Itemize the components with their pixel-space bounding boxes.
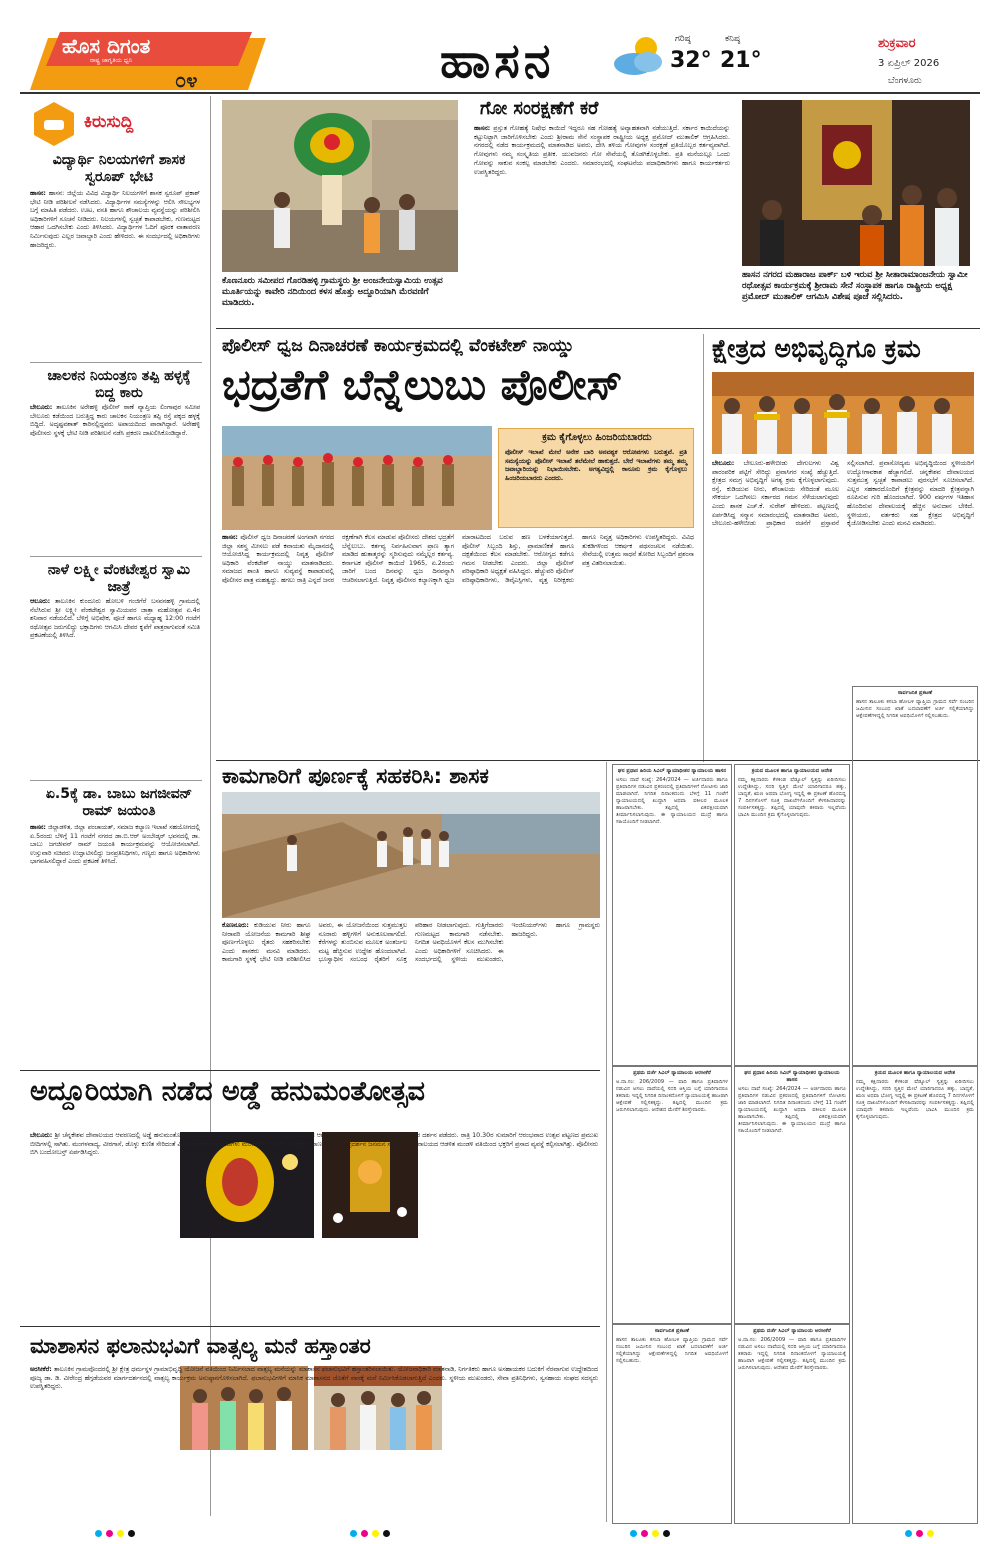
rule xyxy=(216,328,980,329)
police-body: ಹಾಸನ: ಪೊಲೀಸ್ ಧ್ವಜ ದಿನಾಚರಣೆ ಅಂಗವಾಗಿ ನಗರದ ಜಿಲ್ಲಾ ಸಶಸ್ತ್ರ ಮೀಸಲು ಪಡೆ ಕವಾಯತು ಮೈದಾನದಲ್ಲಿ ಆಯೋಜಿಸಿದ್ದ ಕಾರ್ಯಕ್ರಮದಲ್ಲಿ ನಿವೃತ್ತ ಪೊಲೀಸ್ ಅಧಿಕಾರಿ ವೆಂಕಟೇಶ್ ನಾಯ್ಡು ಮಾತನಾಡಿದರು. ಸಮಾಜದ ಶಾಂತಿ ಹಾಗೂ ಸುವ್ಯವಸ್ಥೆ ಕಾಪಾಡುವಲ್ಲಿ ಪೊಲೀಸರ ಪಾತ್ರ ಮಹತ್ವದ್ದು. ಹಗಲು ರಾತ್ರಿ ಎನ್ನದೆ ಜನರ ರಕ್ಷಣೆಗಾಗಿ ಕೆಲಸ ಮಾಡುವ ಪೊಲೀಸರು ದೇಶದ ಭದ್ರತೆಗೆ ಬೆನ್ನೆಲುಬು. ಕರ್ತವ್ಯ ನಿರ್ವಹಿಸುವಾಗ ಪ್ರಾಣ ತ್ಯಾಗ ಮಾಡಿದ ಹುತಾತ್ಮರನ್ನು ಸ್ಮರಿಸುವುದು ನಮ್ಮೆಲ್ಲರ ಕರ್ತವ್ಯ. ಕರ್ನಾಟಕ ಪೊಲೀಸ್ ಕಾಯಿದೆ 1965, ಏ.2ರಂದು ಜಾರಿಗೆ ಬಂದ ದಿನವನ್ನು ಧ್ವಜ ದಿನವನ್ನಾಗಿ ಆಚರಿಸಲಾಗುತ್ತಿದೆ. ನಿವೃತ್ತ ಪೊಲೀಸರ ಕಲ್ಯಾಣಕ್ಕಾಗಿ ಧ್ವಜ ಮಾರಾಟದಿಂದ ಬರುವ ಹಣ ಬಳಕೆಯಾಗುತ್ತದೆ. ಪೊಲೀಸ್ ಸಿಬ್ಬಂದಿ ಶಿಸ್ತು, ಪ್ರಾಮಾಣಿಕತೆ ಹಾಗೂ ದಕ್ಷತೆಯಿಂದ ಕೆಲಸ ಮಾಡಬೇಕು. ಆರೋಗ್ಯದ ಕಡೆಗೂ ಗಮನ ನೀಡಬೇಕು ಎಂದರು. ಜಿಲ್ಲಾ ಪೊಲೀಸ್ ವರಿಷ್ಠಾಧಿಕಾರಿ ಅಧ್ಯಕ್ಷತೆ ವಹಿಸಿದ್ದರು. ಹೆಚ್ಚುವರಿ ಪೊಲೀಸ್ ವರಿಷ್ಠಾಧಿಕಾರಿಗಳು, ಡಿವೈಎಸ್ಪಿಗಳು, ವೃತ್ತ ನಿರೀಕ್ಷಕರು ಹಾಗೂ ನಿವೃತ್ತ ಅಧಿಕಾರಿಗಳು ಉಪಸ್ಥಿತರಿದ್ದರು. ವಿವಿಧ ತುಕಡಿಗಳಿಂದ ಆಕರ್ಷಕ ಪಥಸಂಚಲನ ನಡೆಯಿತು. ಸೇವೆಯಲ್ಲಿ ಉತ್ತಮ ಸಾಧನೆ ತೋರಿದ ಸಿಬ್ಬಂದಿಗೆ ಪ್ರಶಂಸಾ ಪತ್ರ ವಿತರಿಸಲಾಯಿತು. xyxy=(222,534,694,584)
police-parade-photo-image xyxy=(222,426,492,530)
kiru-suddi-label: ಕಿರುಸುದ್ದಿ xyxy=(84,112,134,132)
legal-notice-text: ಅಸಲು ದಾವೆ ಸಂಖ್ಯೆ: 264/2024 — ಅರ್ಜಿದಾರರು ಹಾಗೂ ಪ್ರತಿವಾದಿಗಳ ನಡುವಿನ ಪ್ರಕರಣದಲ್ಲಿ ಪ್ರತಿವಾದಿಗಳಿಗೆ ನೋಟೀಸು ಜಾರಿ ಮಾಡಲಾಗಿದೆ. ನಿಗದಿತ ದಿನಾಂಕದಂದು ಬೆಳಿಗ್ಗೆ 11 ಗಂಟೆಗೆ ನ್ಯಾಯಾಲಯದಲ್ಲಿ ಖುದ್ದಾಗಿ ಅಥವಾ ವಕೀಲರ ಮೂಲಕ ಹಾಜರಾಗಬೇಕು. ತಪ್ಪಿದಲ್ಲಿ ಏಕಪಕ್ಷೀಯವಾಗಿ ತೀರ್ಮಾನಿಸಲಾಗುವುದು. ಈ ನ್ಯಾಯಾಲಯದ ಮುದ್ರೆ ಹಾಗೂ ಸಹಿಯೊಂದಿಗೆ ನೀಡಲಾಗಿದೆ. xyxy=(738,1086,846,1134)
max-temp: 32° xyxy=(670,48,712,73)
weather-cloud-icon xyxy=(608,32,668,80)
procession-photo-image xyxy=(222,100,458,272)
kshetra-body: ಬೇಲೂರು: ಬೇಲೂರು-ಹಳೇಬೀಡು ದೇಗುಲಗಳು ವಿಶ್ವ ಪಾರಂಪರಿಕ ಪಟ್ಟಿಗೆ ಸೇರಿದ್ದು ಪ್ರವಾಸಿಗರ ಸಂಖ್ಯೆ ಹೆಚ್ಚುತ್ತಿದೆ. ಕ್ಷೇತ್ರದ ಸಮಗ್ರ ಅಭಿವೃದ್ಧಿಗೆ ಅಗತ್ಯ ಕ್ರಮ ಕೈಗೊಳ್ಳಲಾಗುವುದು. ರಸ್ತೆ, ಕುಡಿಯುವ ನೀರು, ಶೌಚಾಲಯ ಸೇರಿದಂತೆ ಮೂಲ ಸೌಕರ್ಯ ಒದಗಿಸಲು ಸರ್ಕಾರದ ಗಮನ ಸೆಳೆಯಲಾಗುವುದು ಎಂದು ಶಾಸಕ ಎಚ್.ಕೆ. ಸುರೇಶ್ ಹೇಳಿದರು. ಪಟ್ಟಣದಲ್ಲಿ ಏರ್ಪಡಿಸಿದ್ದ ಸನ್ಮಾನ ಸಮಾರಂಭದಲ್ಲಿ ಮಾತನಾಡಿದ ಅವರು, ಬೇಲೂರು-ಹಳೇಬೀಡು ಪ್ರಾಧಿಕಾರ ರಚನೆಗೆ ಪ್ರಸ್ತಾವನೆ ಸಲ್ಲಿಸಲಾಗಿದೆ. ಪ್ರವಾಸೋದ್ಯಮ ಅಭಿವೃದ್ಧಿಯಿಂದ ಸ್ಥಳೀಯರಿಗೆ ಉದ್ಯೋಗಾವಕಾಶ ಹೆಚ್ಚಾಗಲಿದೆ. ಚನ್ನಕೇಶವ ದೇವಾಲಯದ ಸುತ್ತಮುತ್ತ ಸ್ವಚ್ಛತೆ ಕಾಪಾಡಲು ಪುರಸಭೆಗೆ ಸೂಚಿಸಲಾಗಿದೆ. ಎಲ್ಲರ ಸಹಕಾರದೊಂದಿಗೆ ಕ್ಷೇತ್ರವನ್ನು ಮಾದರಿ ಕ್ಷೇತ್ರವನ್ನಾಗಿ ರೂಪಿಸುವ ಗುರಿ ಹೊಂದಲಾಗಿದೆ. 900 ವರ್ಷಗಳ ಇತಿಹಾಸ ಹೊಂದಿರುವ ದೇವಾಲಯಕ್ಕೆ ಹೆಚ್ಚಿನ ಅನುದಾನ ಬೇಕಿದೆ. ಸ್ಥಳೀಯರು, ವರ್ತಕರು ಸಹ ಕ್ಷೇತ್ರದ ಅಭಿವೃದ್ಧಿಗೆ ಕೈಜೋಡಿಸಬೇಕು ಎಂದು ಮನವಿ ಮಾಡಿದರು. xyxy=(712,460,974,528)
procession-photo xyxy=(222,100,458,272)
registration-marks-center xyxy=(350,1522,390,1541)
felicitation-photo-image xyxy=(712,372,974,454)
legal-notice-3 xyxy=(852,686,978,1066)
gow-body: ಹಾಸನ: ಪ್ರಸ್ತುತ ಗೋಹತ್ಯೆ ನಿಷೇಧ ಕಾಯಿದೆ ಇದ್ದರೂ ಸಹ ಗೋಹತ್ಯೆ ಅವ್ಯಾಹತವಾಗಿ ನಡೆಯುತ್ತಿದೆ. ಸರ್ಕಾರ ಕಾಯಿದೆಯನ್ನು ಕಟ್ಟುನಿಟ್ಟಾಗಿ ಜಾರಿಗೊಳಿಸಬೇಕು ಎಂದು ಶ್ರೀರಾಮ ಸೇನೆ ಸಂಸ್ಥಾಪಕ ರಾಷ್ಟ್ರೀಯ ಅಧ್ಯಕ್ಷ ಪ್ರಮೋದ್ ಮುತಾಲಿಕ್ ಆಗ್ರಹಿಸಿದರು. ನಗರದಲ್ಲಿ ನಡೆದ ಕಾರ್ಯಕ್ರಮದಲ್ಲಿ ಮಾತನಾಡಿದ ಅವರು, ದೇಸಿ ತಳಿಯ ಗೋವುಗಳ ಸಂರಕ್ಷಣೆ ಪ್ರತಿಯೊಬ್ಬರ ಕರ್ತವ್ಯವಾಗಿದೆ. ಗೋವುಗಳು ನಮ್ಮ ಸಂಸ್ಕೃತಿಯ ಪ್ರತೀಕ. ಯುವಜನರು ಗೋ ಸೇವೆಯಲ್ಲಿ ತೊಡಗಿಕೊಳ್ಳಬೇಕು. ಪ್ರತಿ ಮನೆಯಲ್ಲೂ ಒಂದು ಗೋವನ್ನು ಸಾಕುವ ಸಂಕಲ್ಪ ಮಾಡಬೇಕು ಎಂದರು. ಸಮಾರಂಭದಲ್ಲಿ ಸಂಘಟನೆಯ ಪದಾಧಿಕಾರಿಗಳು ಹಾಗೂ ಕಾರ್ಯಕರ್ತರು ಉಪಸ್ಥಿತರಿದ್ದರು. xyxy=(474,124,730,176)
kiru-suddi-banner xyxy=(30,100,190,148)
legal-notice-text: ಅ.ದಾ.ಸಂ: 206/2009 — ವಾದಿ ಹಾಗೂ ಪ್ರತಿವಾದಿಗಳ ನಡುವಿನ ಅಸಲು ದಾವೆಯಲ್ಲಿ ಸದರಿ ಆಸ್ತಿಯ ಬಗ್ಗೆ ಯಾರಿಗಾದರೂ ತಕರಾರು ಇದ್ದಲ್ಲಿ ನಿಗದಿತ ದಿನಾಂಕದೊಳಗೆ ನ್ಯಾಯಾಲಯಕ್ಕೆ ಹಾಜರಾಗಿ ಆಕ್ಷೇಪಣೆ ಸಲ್ಲಿಸತಕ್ಕದ್ದು. ತಪ್ಪಿದಲ್ಲಿ ಮುಂದಿನ ಕ್ರಮ ಜರುಗಿಸಲಾಗುವುದು. ಆದೇಶದ ಮೇರೆಗೆ ಶಿರಸ್ತೇದಾರರು. xyxy=(738,1337,846,1371)
legal-notice-5 xyxy=(734,1066,850,1324)
brief-car-title: ಚಾಲಕನ ನಿಯಂತ್ರಣ ತಪ್ಪಿ ಹಳ್ಳಕ್ಕೆ ಬಿದ್ದ ಕಾರು xyxy=(47,368,191,401)
rule xyxy=(30,780,202,781)
legal-notice-title: ಪ್ರಥಮ ದರ್ಜೆ ಸಿವಿಲ್ ನ್ಯಾಯಾಲಯ ಅರಸೀಕೆರೆ xyxy=(753,1328,831,1334)
legal-notice-title: ಸಾರ್ವಜನಿಕ ಪ್ರಕಟಣೆ xyxy=(654,1328,690,1334)
legal-notice-8 xyxy=(734,1324,850,1524)
legal-notice-text: ನಮ್ಮ ಕಕ್ಷಿದಾರರು ಕೆಳಕಂಡ ಷೆಡ್ಯೂಲ್ ಸ್ವತ್ತನ್ನು ಖರೀದಿಸಲು ಉದ್ದೇಶಿಸಿದ್ದು, ಸದರಿ ಸ್ವತ್ತಿನ ಮೇಲೆ ಯಾರಿಗಾದರೂ ಹಕ್ಕು, ಬಾಧ್ಯತೆ, ಋಣ ಅಥವಾ ಭೋಗ್ಯ ಇದ್ದಲ್ಲಿ ಈ ಪ್ರಕಟಣೆ ಹೊರಬಿದ್ದ 7 ದಿನಗಳೊಳಗೆ ಸೂಕ್ತ ದಾಖಲೆಗಳೊಂದಿಗೆ ಕೆಳಸಹಿದಾರರನ್ನು ಸಂಪರ್ಕಿಸತಕ್ಕದ್ದು. ತಪ್ಪಿದಲ್ಲಿ ಯಾವುದೇ ತಕರಾರು ಇಲ್ಲವೆಂದು ಭಾವಿಸಿ ಮುಂದಿನ ಕ್ರಮ ಕೈಗೊಳ್ಳಲಾಗುವುದು. xyxy=(738,777,846,818)
legal-notice-1 xyxy=(612,764,732,1066)
legal-notice-text: ಹಾಸನ ತಾಲೂಕು ಕಸಬಾ ಹೋಬಳಿ ವ್ಯಾಪ್ತಿಯ ಗ್ರಾಮದ ಸರ್ವೆ ನಂಬರಿನ ಜಮೀನಿನ ಸಂಬಂಧ ಖಾತೆ ಬದಲಾವಣೆಗೆ ಅರ್ಜಿ ಸಲ್ಲಿಕೆಯಾಗಿದ್ದು ಆಕ್ಷೇಪಣೆಗಳಿದ್ದಲ್ಲಿ ನಿಗದಿತ ಅವಧಿಯೊಳಗೆ ಸಲ್ಲಿಸಬಹುದು. xyxy=(616,1337,728,1364)
legal-notice-4 xyxy=(612,1066,732,1324)
legal-notice-text: ಹಾಸನ ತಾಲೂಕು ಕಸಬಾ ಹೋಬಳಿ ವ್ಯಾಪ್ತಿಯ ಗ್ರಾಮದ ಸರ್ವೆ ನಂಬರಿನ ಜಮೀನಿನ ಸಂಬಂಧ ಖಾತೆ ಬದಲಾವಣೆಗೆ ಅರ್ಜಿ ಸಲ್ಲಿಕೆಯಾಗಿದ್ದು ಆಕ್ಷೇಪಣೆಗಳಿದ್ದಲ್ಲಿ ನಿಗದಿತ ಅವಧಿಯೊಳಗೆ ಸಲ್ಲಿಸಬಹುದು. xyxy=(856,699,974,719)
registration-marks-far-right xyxy=(905,1522,934,1541)
legal-notice-text: ನಮ್ಮ ಕಕ್ಷಿದಾರರು ಕೆಳಕಂಡ ಷೆಡ್ಯೂಲ್ ಸ್ವತ್ತನ್ನು ಖರೀದಿಸಲು ಉದ್ದೇಶಿಸಿದ್ದು, ಸದರಿ ಸ್ವತ್ತಿನ ಮೇಲೆ ಯಾರಿಗಾದರೂ ಹಕ್ಕು, ಬಾಧ್ಯತೆ, ಋಣ ಅಥವಾ ಭೋಗ್ಯ ಇದ್ದಲ್ಲಿ ಈ ಪ್ರಕಟಣೆ ಹೊರಬಿದ್ದ 7 ದಿನಗಳೊಳಗೆ ಸೂಕ್ತ ದಾಖಲೆಗಳೊಂದಿಗೆ ಕೆಳಸಹಿದಾರರನ್ನು ಸಂಪರ್ಕಿಸತಕ್ಕದ್ದು. ತಪ್ಪಿದಲ್ಲಿ ಯಾವುದೇ ತಕರಾರು ಇಲ್ಲವೆಂದು ಭಾವಿಸಿ ಮುಂದಿನ ಕ್ರಮ ಕೈಗೊಳ್ಳಲಾಗುವುದು. xyxy=(856,1079,974,1120)
legal-notice-7 xyxy=(612,1324,732,1524)
brief-jayanti-body: ಹಾಸನ: ಜಿಲ್ಲಾಡಳಿತ, ಜಿಲ್ಲಾ ಪಂಚಾಯತ್, ಸಮಾಜ ಕಲ್ಯಾಣ ಇಲಾಖೆ ಸಹಯೋಗದಲ್ಲಿ ಏ.5ರಂದು ಬೆಳಿಗ್ಗೆ 11 ಗಂಟೆಗೆ ನಗರದ ಡಾ.ಬಿ.ಆರ್ ಅಂಬೇಡ್ಕರ್ ಭವನದಲ್ಲಿ ಡಾ. ಬಾಬು ಜಗಜೀವನ್ ರಾಮ್ ಜಯಂತಿ ಕಾರ್ಯಕ್ರಮವನ್ನು ಆಯೋಜಿಸಲಾಗಿದೆ. ಉಸ್ತುವಾರಿ ಸಚಿವರು ಉದ್ಘಾಟಿಸಲಿದ್ದು ಜನಪ್ರತಿನಿಧಿಗಳು, ಗಣ್ಯರು ಹಾಗೂ ಅಧಿಕಾರಿಗಳು ಭಾಗವಹಿಸಲಿದ್ದಾರೆ ಎಂದು ಪ್ರಕಟಣೆ ತಿಳಿಸಿದೆ. xyxy=(30,824,200,866)
rule xyxy=(20,1070,600,1071)
rule xyxy=(20,1326,600,1327)
registration-marks-right xyxy=(630,1522,670,1541)
issue-date: 3 ಏಪ್ರಿಲ್ 2026 xyxy=(878,58,940,69)
brief-hostel-body: ಹಾಸನ: ಹಾಸನ: ಜಿಲ್ಲೆಯ ವಿವಿಧ ವಿದ್ಯಾರ್ಥಿ ನಿಲಯಗಳಿಗೆ ಶಾಸಕ ಸ್ವರೂಪ್ ಪ್ರಕಾಶ್ ಭೇಟಿ ನೀಡಿ ಪರಿಶೀಲನೆ ನಡೆಸಿದರು. ವಿದ್ಯಾರ್ಥಿಗಳ ಸಮಸ್ಯೆಗಳನ್ನು ಆಲಿಸಿ ಸೌಲಭ್ಯಗಳ ಬಗ್ಗೆ ಮಾಹಿತಿ ಪಡೆದರು. ಊಟ, ವಸತಿ ಹಾಗೂ ಶೌಚಾಲಯ ವ್ಯವಸ್ಥೆಯನ್ನು ಪರಿಶೀಲಿಸಿ ಅಧಿಕಾರಿಗಳಿಗೆ ಸೂಚನೆ ನೀಡಿದರು. ನಿಲಯಗಳಲ್ಲಿ ಸ್ವಚ್ಛತೆ ಕಾಪಾಡಬೇಕು, ಗುಣಮಟ್ಟದ ಆಹಾರ ಒದಗಿಸಬೇಕು ಎಂದು ತಿಳಿಸಿದರು. ವಿದ್ಯಾರ್ಥಿಗಳ ಓದಿಗೆ ಪೂರಕ ವಾತಾವರಣ ನಿರ್ಮಿಸುವುದು ಎಲ್ಲರ ಜವಾಬ್ದಾರಿ ಎಂದು ಹೇಳಿದರು. ಈ ಸಂದರ್ಭದಲ್ಲಿ ಅಧಿಕಾರಿಗಳು ಹಾಜರಿದ್ದರು. xyxy=(30,190,200,249)
legal-notice-text: ಅಸಲು ದಾವೆ ಸಂಖ್ಯೆ: 264/2024 — ಅರ್ಜಿದಾರರು ಹಾಗೂ ಪ್ರತಿವಾದಿಗಳ ನಡುವಿನ ಪ್ರಕರಣದಲ್ಲಿ ಪ್ರತಿವಾದಿಗಳಿಗೆ ನೋಟೀಸು ಜಾರಿ ಮಾಡಲಾಗಿದೆ. ನಿಗದಿತ ದಿನಾಂಕದಂದು ಬೆಳಿಗ್ಗೆ 11 ಗಂಟೆಗೆ ನ್ಯಾಯಾಲಯದಲ್ಲಿ ಖುದ್ದಾಗಿ ಅಥವಾ ವಕೀಲರ ಮೂಲಕ ಹಾಜರಾಗಬೇಕು. ತಪ್ಪಿದಲ್ಲಿ ಏಕಪಕ್ಷೀಯವಾಗಿ ತೀರ್ಮಾನಿಸಲಾಗುವುದು. ಈ ನ್ಯಾಯಾಲಯದ ಮುದ್ರೆ ಹಾಗೂ ಸಹಿಯೊಂದಿಗೆ ನೀಡಲಾಗಿದೆ. xyxy=(616,777,728,825)
masthead xyxy=(0,0,1000,92)
max-temp-label: ಗರಿಷ್ಠ xyxy=(675,34,691,44)
police-kicker: ಪೊಲೀಸ್ ಧ್ವಜ ದಿನಾಚರಣೆ ಕಾರ್ಯಕ್ರಮದಲ್ಲಿ ವೆಂಕಟೇಶ್ ನಾಯ್ಡು xyxy=(222,336,575,356)
vatsalya-headline: ಮಾಶಾಸನ ಫಲಾನುಭವಿಗೆ ವಾತ್ಸಲ್ಯ ಮನೆ ಹಸ್ತಾಂತರ xyxy=(30,1334,371,1358)
brief-hostel-title: ವಿದ್ಯಾರ್ಥಿ ನಿಲಯಗಳಿಗೆ ಶಾಸಕ ಸ್ವರೂಪ್ ಭೇಟಿ xyxy=(52,152,186,185)
paper-name: ಹೊಸ ದಿಗಂತ xyxy=(62,34,151,58)
paper-tagline: ರಾಷ್ಟ್ರ ಜಾಗೃತಿಯ ಧ್ವನಿ xyxy=(90,57,133,64)
legal-notice-2 xyxy=(734,764,850,1066)
police-callout-text: ಪೊಲೀಸ್ ಇಲಾಖೆ ಮೇಲೆ ಅನೇಕ ಬಾರಿ ಅನವಶ್ಯಕ ಆರೋಪಗಳು ಬರುತ್ತವೆ. ಪ್ರತಿ ಸಮಸ್ಯೆಯನ್ನು ಪೊಲೀಸ್ ಇಲಾಖೆ ತಲೆಮೇಲೆ ಹಾಕುತ್ತದೆ. ಬೇರೆ ಇಲಾಖೆಗಳು ತಮ್ಮ ತಮ್ಮ ಜವಾಬ್ದಾರಿಯನ್ನು ನಿಭಾಯಿಸಬೇಕು. ಅಗತ್ಯವಿದ್ದಲ್ಲಿ ಕಾನೂನು ಕ್ರಮ ಕೈಗೊಳ್ಳಲು ಹಿಂಜರಿಯಬಾರದು ಎಂದರು. xyxy=(505,449,687,482)
legal-notice-title: ಕ್ರಯದ ಮೂಲಕ ಹಾಗೂ ನ್ಯಾಯಾಲಯದ ಆದೇಶ xyxy=(751,768,833,774)
procession-caption: ಕೊಣನೂರು ಸಮೀಪದ ಗೊರಡಿಹಳ್ಳಿ ಗ್ರಾಮಸ್ಥರು ಶ್ರೀ ಅಂಜನೇಯಸ್ವಾಮಿಯ ಉತ್ಸವ ಮೂರ್ತಿಯನ್ನು ಕಾವೇರಿ ನದಿಯಿಂದ ಕಳಸ ಹೊತ್ತು ಅದ್ದೂರಿಯಾಗಿ ಮೆರವಣಿಗೆ ಮಾಡಿದರು. xyxy=(222,276,443,308)
legal-notice-title: ಕ್ರಯದ ಮೂಲಕ ಹಾಗೂ ನ್ಯಾಯಾಲಯದ ಆದೇಶ xyxy=(874,1070,956,1076)
rathotsava-caption: ಹಾಸನ ನಗರದ ಮಹಾರಾಜ ಪಾರ್ಕ್ ಬಳಿ ಇರುವ ಶ್ರೀ ಸೀತಾರಾಮಾಂಜನೇಯ ಸ್ವಾಮೀ ರಥೋತ್ಸವ ಕಾರ್ಯಕ್ರಮಕ್ಕೆ ಶ್ರೀರಾಮ ಸೇನೆ ಸಂಸ್ಥಾಪಕ ಹಾಗೂ ರಾಷ್ಟ್ರೀಯ ಅಧ್ಯಕ್ಷ ಪ್ರಮೋದ್ ಮುತಾಲಿಕ್ ಆಗಮಿಸಿ ವಿಶೇಷ ಪೂಜೆ ಸಲ್ಲಿಸಿದರು. xyxy=(742,270,968,302)
felicitation-photo xyxy=(712,372,974,454)
legal-notice-title: ಸಾರ್ವಜನಿಕ ಪ್ರಕಟಣೆ xyxy=(897,690,933,696)
legal-notice-6 xyxy=(852,1066,978,1524)
police-callout-box xyxy=(498,428,694,528)
issue-day: ಶುಕ್ರವಾರ xyxy=(878,36,916,51)
hanuman-headline: ಅದ್ದೂರಿಯಾಗಿ ನಡೆದ ಅಡ್ಡೆ ಹನುಮಂತೋತ್ಸವ xyxy=(30,1076,426,1107)
page-number: ೦೪ xyxy=(175,68,198,92)
police-parade-photo xyxy=(222,426,492,530)
vatsalya-body: ಅರಸೀಕೆರೆ: ತಾಲೂಕಿನ ಗ್ರಾಮವೊಂದರಲ್ಲಿ ಶ್ರೀ ಕ್ಷೇತ್ರ ಧರ್ಮಸ್ಥಳ ಗ್ರಾಮಾಭಿವೃದ್ಧಿ ಯೋಜನೆ ವತಿಯಿಂದ ನಿರ್ಮಿಸಲಾದ ವಾತ್ಸಲ್ಯ ಮನೆಯನ್ನು ಮಾಶಾಸನ ಫಲಾನುಭವಿಗೆ ಹಸ್ತಾಂತರಿಸಲಾಯಿತು. ಯೋಜನಾಧಿಕಾರಿ ಮಾತನಾಡಿ, ನಿರ್ಗತಿಕರು ಹಾಗೂ ಅಸಹಾಯಕರ ಬದುಕಿಗೆ ನೆರವಾಗುವ ಉದ್ದೇಶದಿಂದ ಪೂಜ್ಯ ಡಾ. ಡಿ. ವೀರೇಂದ್ರ ಹೆಗ್ಗಡೆಯವರ ಮಾರ್ಗದರ್ಶನದಲ್ಲಿ ವಾತ್ಸಲ್ಯ ಕಾರ್ಯಕ್ರಮ ಅನುಷ್ಠಾನಗೊಳಿಸಲಾಗಿದೆ. ಫಲಾನುಭವಿಗಳಿಗೆ ಮಾಸಿಕ ಮಾಶಾಸನದ ಜೊತೆಗೆ ವಾಸಕ್ಕೆ ಮನೆ ನಿರ್ಮಿಸಿಕೊಡಲಾಗುತ್ತಿದೆ ಎಂದರು. ಸ್ಥಳೀಯ ಮುಖಂಡರು, ಸೇವಾ ಪ್ರತಿನಿಧಿಗಳು, ಸ್ವಸಹಾಯ ಸಂಘದ ಸದಸ್ಯರು ಉಪಸ್ಥಿತರಿದ್ದರು. xyxy=(30,1366,598,1391)
hanuman-body: ಬೇಲೂರು: ಶ್ರೀ ಚೆನ್ನಕೇಶವ ದೇವಾಲಯದ ಆವರಣದಲ್ಲಿ ಅಡ್ಡೆ ಹನುಮಂತೋತ್ಸವ ಸಡಗರ ಸಂಭ್ರಮದಿಂದ ಜರುಗಿತು. ನಾಡಿನ ವಿವಿಧ ಭಾಗಗಳಿಂದ ಆಗಮಿಸಿದ್ದ ಭಕ್ತರು ಉತ್ಸವದಲ್ಲಿ ಪಾಲ್ಗೊಂಡು ದೇವರ ದರ್ಶನ ಪಡೆದರು. ರಾತ್ರಿ 10.30ರ ಸುಮಾರಿಗೆ ಆರಂಭವಾದ ಉತ್ಸವ ಪಟ್ಟಣದ ಪ್ರಮುಖ ಬೀದಿಗಳಲ್ಲಿ ಸಾಗಿತು. ಮಂಗಳವಾದ್ಯ, ವೀರಗಾಸೆ, ಡೊಳ್ಳು ಕುಣಿತ ಸೇರಿದಂತೆ ವಿವಿಧ ಜಾನಪದ ಕಲಾತಂಡಗಳು ಮೆರವಣಿಗೆಗೆ ಮೆರುಗು ನೀಡಿದವು. ಬಾಣ ಬಿರುಸುಗಳ ಪ್ರದರ್ಶನ ಜನಮನ ಸೆಳೆಯಿತು. ದೇವಾಲಯದ ಆಡಳಿತ ಮಂಡಳಿ ವತಿಯಿಂದ ಭಕ್ತರಿಗೆ ಪ್ರಸಾದ ವ್ಯವಸ್ಥೆ ಕಲ್ಪಿಸಲಾಗಿತ್ತು. ಪೊಲೀಸರು ಬಿಗಿ ಬಂದೋಬಸ್ತ್ ಏರ್ಪಡಿಸಿದ್ದರು. xyxy=(30,1132,598,1157)
kshetra-headline: ಕ್ಷೇತ್ರದ ಅಭಿವೃದ್ಧಿಗೂ ಕ್ರಮ xyxy=(712,334,921,363)
rule xyxy=(30,556,202,557)
shasaka-body: ಕೊಣನೂರು: ಕುಡಿಯುವ ನೀರು ಹಾಗೂ ನೀರಾವರಿ ಯೋಜನೆಯ ಕಾಮಗಾರಿ ಶೀಘ್ರ ಪೂರ್ಣಗೊಳ್ಳಲು ರೈತರು ಸಹಕರಿಸಬೇಕು ಎಂದು ಶಾಸಕರು ಮನವಿ ಮಾಡಿದರು. ಕಾಮಗಾರಿ ಸ್ಥಳಕ್ಕೆ ಭೇಟಿ ನೀಡಿ ಪರಿಶೀಲಿಸಿದ ಅವರು, ಈ ಯೋಜನೆಯಿಂದ ಸುತ್ತಮುತ್ತಲ ನೂರಾರು ಹಳ್ಳಿಗಳಿಗೆ ಅನುಕೂಲವಾಗಲಿದೆ. ಕೆರೆಗಳನ್ನು ತುಂಬಿಸುವ ಮೂಲಕ ಅಂತರ್ಜಲ ಮಟ್ಟ ಹೆಚ್ಚಿಸುವ ಉದ್ದೇಶ ಹೊಂದಲಾಗಿದೆ. ಭೂಸ್ವಾಧೀನ ಸಂಬಂಧ ರೈತರಿಗೆ ಸೂಕ್ತ ಪರಿಹಾರ ನೀಡಲಾಗುವುದು. ಗುತ್ತಿಗೆದಾರರು ಗುಣಮಟ್ಟದ ಕಾಮಗಾರಿ ನಡೆಸಬೇಕು. ನಿಗದಿತ ಅವಧಿಯೊಳಗೆ ಕೆಲಸ ಮುಗಿಸಬೇಕು ಎಂದು ಅಧಿಕಾರಿಗಳಿಗೆ ಸೂಚಿಸಿದರು. ಈ ಸಂದರ್ಭದಲ್ಲಿ ಸ್ಥಳೀಯ ಮುಖಂಡರು, ಇಂಜಿನಿಯರ್‌ಗಳು ಹಾಗೂ ಗ್ರಾಮಸ್ಥರು ಹಾಜರಿದ್ದರು. xyxy=(222,922,600,964)
legal-notice-text: ಅ.ದಾ.ಸಂ: 206/2009 — ವಾದಿ ಹಾಗೂ ಪ್ರತಿವಾದಿಗಳ ನಡುವಿನ ಅಸಲು ದಾವೆಯಲ್ಲಿ ಸದರಿ ಆಸ್ತಿಯ ಬಗ್ಗೆ ಯಾರಿಗಾದರೂ ತಕರಾರು ಇದ್ದಲ್ಲಿ ನಿಗದಿತ ದಿನಾಂಕದೊಳಗೆ ನ್ಯಾಯಾಲಯಕ್ಕೆ ಹಾಜರಾಗಿ ಆಕ್ಷೇಪಣೆ ಸಲ್ಲಿಸತಕ್ಕದ್ದು. ತಪ್ಪಿದಲ್ಲಿ ಮುಂದಿನ ಕ್ರಮ ಜರುಗಿಸಲಾಗುವುದು. ಆದೇಶದ ಮೇರೆಗೆ ಶಿರಸ್ತೇದಾರರು. xyxy=(616,1079,728,1113)
registration-marks-left xyxy=(95,1522,135,1541)
masthead-rule xyxy=(20,92,980,94)
worksite-photo xyxy=(222,792,600,918)
brief-jatre-title: ನಾಳೆ ಲಕ್ಷ್ಮೀ ವೆಂಕಟೇಶ್ವರ ಸ್ವಾಮಿ ಜಾತ್ರೆ xyxy=(47,562,191,595)
paper-logo xyxy=(30,32,266,90)
brief-jayanti-title: ಏ.5ಕ್ಕೆ ಡಾ. ಬಾಬು ಜಗಜೀವನ್ ರಾಮ್ ಜಯಂತಿ xyxy=(45,786,193,819)
pointing-hand-icon xyxy=(30,100,78,148)
worksite-photo-image xyxy=(222,792,600,918)
brief-car-body: ಬೇಲೂರು: ತಾಲೂಕಿನ ಅರೇಹಳ್ಳಿ ಪೊಲೀಸ್ ಠಾಣೆ ವ್ಯಾಪ್ತಿಯ ಲಿಂಗಾಪುರ ಸಮೀಪ ಬೇಲೂರು ಕಡೆಯಿಂದ ಬರುತ್ತಿದ್ದ ಕಾರು ಚಾಲಕನ ನಿಯಂತ್ರಣ ತಪ್ಪಿ ರಸ್ತೆ ಪಕ್ಕದ ಹಳ್ಳಕ್ಕೆ ಬಿದ್ದಿದೆ. ಅದೃಷ್ಟವಶಾತ್ ಕಾರಿನಲ್ಲಿದ್ದವರು ಅಪಾಯದಿಂದ ಪಾರಾಗಿದ್ದಾರೆ. ಅರೇಹಳ್ಳಿ ಪೊಲೀಸರು ಸ್ಥಳಕ್ಕೆ ಭೇಟಿ ನೀಡಿ ಪರಿಶೀಲನೆ ನಡೆಸಿ ಪ್ರಕರಣ ದಾಖಲಿಸಿಕೊಂಡಿದ್ದಾರೆ. xyxy=(30,404,200,437)
city-title: ಹಾಸನ xyxy=(440,33,555,89)
rule xyxy=(30,362,202,363)
shasaka-headline: ಕಾಮಗಾರಿಗೆ ಪೂರ್ಣಕ್ಕೆ ಸಹಕರಿಸಿ: ಶಾಸಕ xyxy=(222,764,489,788)
brief-jatre-body: ಆಲೂರು: ತಾಲೂಕಿನ ಕುಂದೂರು ಹೋಬಳಿ ಗಂಜಿಗೆರೆ ಬಸವನಹಳ್ಳಿ ಗ್ರಾಮದಲ್ಲಿ ನೆಲೆಸಿರುವ ಶ್ರೀ ಲಕ್ಷ್ಮೀ ವೆಂಕಟೇಶ್ವರ ಸ್ವಾಮಿಯವರ ಜಾತ್ರಾ ಮಹೋತ್ಸವ ಏ.4ರ ಶನಿವಾರ ನಡೆಯಲಿದೆ. ಬೆಳಿಗ್ಗೆ ಅಭಿಷೇಕ, ಪೂಜೆ ಹಾಗೂ ಮಧ್ಯಾಹ್ನ 12:00 ಗಂಟೆಗೆ ರಥೋತ್ಸವ ಜರುಗಲಿದ್ದು ಭಕ್ತಾದಿಗಳು ಆಗಮಿಸಿ ದೇವರ ಕೃಪೆಗೆ ಪಾತ್ರರಾಗುವಂತೆ ಸಮಿತಿ ಪ್ರಕಟಣೆಯಲ್ಲಿ ತಿಳಿಸಿದೆ. xyxy=(30,598,200,640)
min-temp: 21° xyxy=(720,48,762,73)
rule xyxy=(606,762,607,1522)
gow-title: ಗೋ ಸಂರಕ್ಷಣೆಗೆ ಕರೆ xyxy=(480,98,599,119)
rule xyxy=(703,334,704,762)
rathotsava-photo-image xyxy=(742,100,970,266)
legal-notice-title: ಪ್ರಥಮ ದರ್ಜೆ ಸಿವಿಲ್ ನ್ಯಾಯಾಲಯ ಅರಸೀಕೆರೆ xyxy=(633,1070,711,1076)
edition-name: ಬೆಂಗಳೂರು xyxy=(888,76,922,86)
legal-notice-title: ಘನ ಪ್ರಧಾನ ಹಿರಿಯ ಸಿವಿಲ್ ನ್ಯಾಯಾಧೀಶರ ನ್ಯಾಯಾಲಯ ಹಾಸನ xyxy=(744,1070,840,1083)
legal-notice-title: ಘನ ಪ್ರಧಾನ ಹಿರಿಯ ಸಿವಿಲ್ ನ್ಯಾಯಾಧೀಶರ ನ್ಯಾಯಾಲಯ ಹಾಸನ xyxy=(617,768,727,774)
police-callout-title: ಕ್ರಮ ಕೈಗೊಳ್ಳಲು ಹಿಂಜರಿಯಬಾರದು xyxy=(542,432,652,443)
min-temp-label: ಕನಿಷ್ಠ xyxy=(725,34,741,44)
rathotsava-photo xyxy=(742,100,970,266)
police-headline: ಭದ್ರತೆಗೆ ಬೆನ್ನೆಲುಬು ಪೊಲೀಸ್ xyxy=(222,360,623,409)
